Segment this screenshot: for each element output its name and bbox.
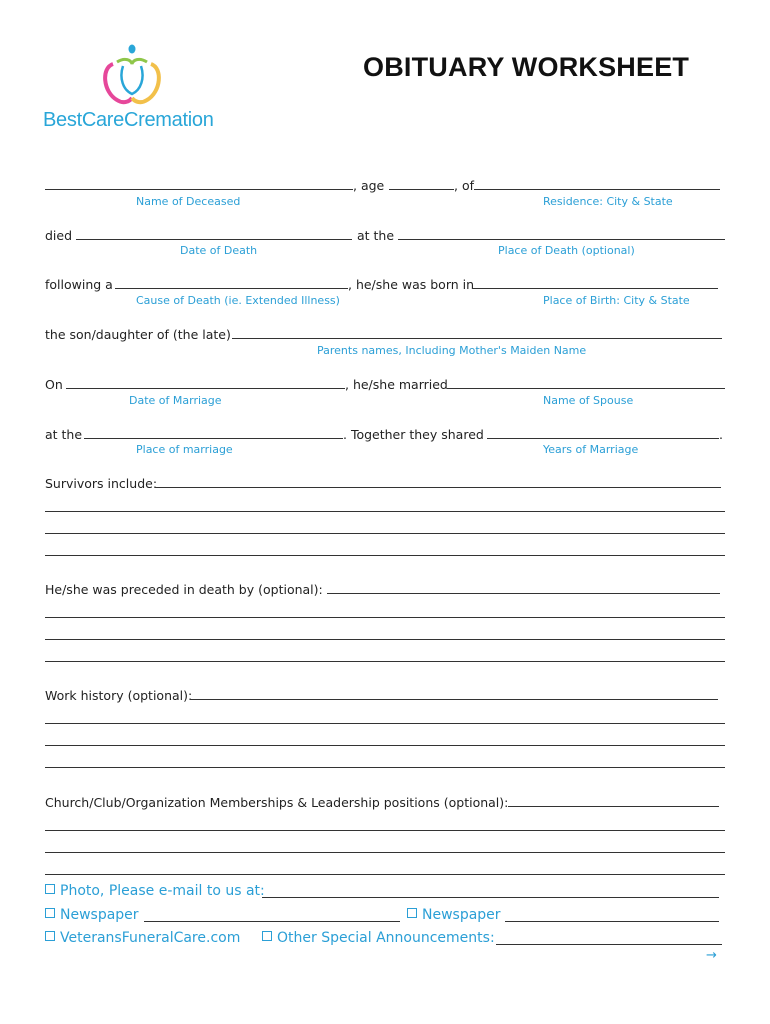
memberships-line-3[interactable] bbox=[45, 852, 725, 853]
survivors-line-4[interactable] bbox=[45, 555, 725, 556]
preceded-line-4[interactable] bbox=[45, 661, 725, 662]
page-title: OBITUARY WORKSHEET bbox=[363, 52, 690, 82]
years-of-marriage-field[interactable] bbox=[487, 438, 719, 439]
logo bbox=[42, 42, 222, 132]
memberships-line-4[interactable] bbox=[45, 874, 725, 875]
parents-names-field[interactable] bbox=[232, 338, 722, 339]
memberships-field[interactable] bbox=[508, 806, 719, 807]
spouse-name-field[interactable] bbox=[447, 388, 725, 389]
work-history-field[interactable] bbox=[190, 699, 718, 700]
photo-checkbox[interactable] bbox=[45, 884, 55, 894]
cause-of-death-field[interactable] bbox=[115, 288, 348, 289]
of-label: , of bbox=[454, 178, 474, 193]
age-label: , age bbox=[353, 178, 385, 193]
other-announcements-option[interactable] bbox=[262, 930, 495, 946]
preceded-field[interactable] bbox=[327, 593, 720, 594]
at-the-marriage-label: at the bbox=[45, 427, 83, 442]
following-label: following a bbox=[45, 277, 113, 292]
photo-option-label: Photo, Please e-mail to us at: bbox=[60, 883, 265, 899]
newspaper-checkbox-2[interactable] bbox=[407, 908, 417, 918]
newspaper-checkbox-1[interactable] bbox=[45, 908, 55, 918]
veterans-option-label: VeteransFuneralCare.com bbox=[60, 930, 241, 946]
years-of-marriage-label: Years of Marriage bbox=[543, 443, 639, 456]
son-daughter-label: the son/daughter of (the late) bbox=[45, 327, 231, 342]
newspaper-field-2[interactable] bbox=[505, 921, 719, 922]
newspaper-option-1-label: Newspaper bbox=[60, 907, 139, 923]
memberships-line-2[interactable] bbox=[45, 830, 725, 831]
brand-name: BestCareCremation bbox=[43, 109, 214, 131]
born-in-label: , he/she was born in bbox=[348, 277, 475, 292]
together-shared-label: . Together they shared bbox=[343, 427, 484, 442]
preceded-line-3[interactable] bbox=[45, 639, 725, 640]
date-of-death-field[interactable] bbox=[76, 239, 352, 240]
survivors-field[interactable] bbox=[155, 487, 721, 488]
married-label: , he/she married bbox=[345, 377, 448, 392]
spouse-name-label: Name of Spouse bbox=[543, 394, 634, 407]
place-of-death-label: Place of Death (optional) bbox=[498, 244, 635, 257]
place-of-birth-label: Place of Birth: City & State bbox=[543, 294, 690, 307]
residence-field[interactable] bbox=[474, 189, 720, 190]
logo-icon bbox=[97, 42, 167, 112]
next-arrow-icon[interactable]: → bbox=[706, 948, 717, 963]
place-of-marriage-label: Place of marriage bbox=[136, 443, 233, 456]
died-label: died bbox=[45, 228, 73, 243]
survivors-label: Survivors include: bbox=[45, 476, 158, 491]
place-of-death-field[interactable] bbox=[398, 239, 725, 240]
name-of-deceased-field[interactable] bbox=[45, 189, 353, 190]
newspaper-option-2-label: Newspaper bbox=[422, 907, 501, 923]
veterans-option[interactable] bbox=[45, 930, 240, 946]
survivors-line-3[interactable] bbox=[45, 533, 725, 534]
memberships-label: Church/Club/Organization Memberships & Leadership positions (optional): bbox=[45, 795, 509, 810]
veterans-checkbox[interactable] bbox=[45, 931, 55, 941]
cause-of-death-label: Cause of Death (ie. Extended Illness) bbox=[136, 294, 340, 307]
preceded-line-2[interactable] bbox=[45, 617, 725, 618]
work-history-label: Work history (optional): bbox=[45, 688, 193, 703]
parents-names-label: Parents names, Including Mother's Maiden Name bbox=[317, 344, 587, 357]
work-line-3[interactable] bbox=[45, 745, 725, 746]
photo-option[interactable] bbox=[45, 883, 265, 899]
name-of-deceased-label: Name of Deceased bbox=[136, 195, 241, 208]
place-of-birth-field[interactable] bbox=[472, 288, 718, 289]
other-announcements-label: Other Special Announcements: bbox=[277, 930, 495, 946]
period: . bbox=[719, 427, 723, 442]
work-line-4[interactable] bbox=[45, 767, 725, 768]
age-field[interactable] bbox=[389, 189, 454, 190]
newspaper-field-1[interactable] bbox=[144, 921, 400, 922]
at-the-label: at the bbox=[357, 228, 395, 243]
newspaper-option-2[interactable] bbox=[407, 907, 501, 923]
survivors-line-2[interactable] bbox=[45, 511, 725, 512]
place-of-marriage-field[interactable] bbox=[84, 438, 343, 439]
date-of-marriage-label: Date of Marriage bbox=[129, 394, 222, 407]
other-announcements-field[interactable] bbox=[496, 944, 722, 945]
date-of-death-label: Date of Death bbox=[180, 244, 258, 257]
other-announcements-checkbox[interactable] bbox=[262, 931, 272, 941]
work-line-2[interactable] bbox=[45, 723, 725, 724]
date-of-marriage-field[interactable] bbox=[66, 388, 345, 389]
newspaper-option-1[interactable] bbox=[45, 907, 139, 923]
preceded-label: He/she was preceded in death by (optional): bbox=[45, 582, 323, 597]
residence-label: Residence: City & State bbox=[543, 195, 673, 208]
on-label: On bbox=[45, 377, 63, 392]
photo-email-field[interactable] bbox=[262, 897, 719, 898]
